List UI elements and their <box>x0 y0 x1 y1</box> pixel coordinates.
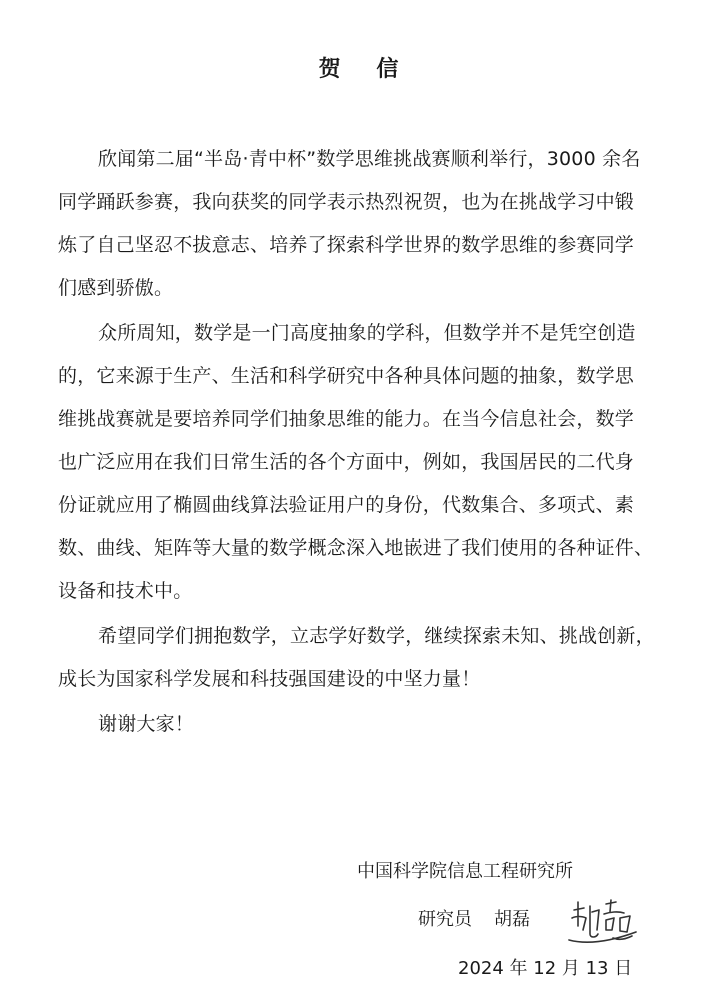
signature-name: 胡磊 <box>494 909 530 930</box>
letter-body <box>58 144 688 752</box>
paragraph-1-line-1: 欣闻第二届“半岛·青中杯”数学思维挑战赛顺利举行，3000 余名 <box>98 148 641 170</box>
paragraph-2-line-7: 设备和技术中。 <box>58 580 193 602</box>
paragraph-3-line-1: 希望同学们拥抱数学，立志学好数学，继续探索未知、挑战创新， <box>98 625 655 647</box>
paragraph-1-line-2: 同学踊跃参赛，我向获奖的同学表示热烈祝贺，也为在挑战学习中锻 <box>58 191 635 213</box>
signature-position: 研究员 <box>418 909 472 930</box>
letter-title: 贺 信 <box>318 57 413 82</box>
signature-organization: 中国科学院信息工程研究所 <box>357 861 573 882</box>
paragraph-2-line-3: 维挑战赛就是要培养同学们抽象思维的能力。在当今信息社会，数学 <box>58 408 635 430</box>
paragraph-1-line-3: 炼了自己坚忍不拔意志、培养了探索科学世界的数学思维的参赛同学 <box>58 234 635 256</box>
signature-date: 2024 年 12 月 13 日 <box>458 958 633 979</box>
paragraph-2-line-6: 数、曲线、矩阵等大量的数学概念深入地嵌进了我们使用的各种证件、 <box>58 537 654 559</box>
paragraph-2-line-1: 众所周知，数学是一门高度抽象的学科，但数学并不是凭空创造 <box>98 322 636 344</box>
signature-person <box>418 906 530 934</box>
paragraph-4-line-1: 谢谢大家！ <box>98 713 195 735</box>
handwritten-signature <box>566 896 642 948</box>
paragraph-3-line-2: 成长为国家科学发展和科技强国建设的中坚力量！ <box>58 668 481 690</box>
paragraph-2-line-4: 也广泛应用在我们日常生活的各个方面中，例如，我国居民的二代身 <box>58 451 635 473</box>
paragraph-2-line-2: 的，它来源于生产、生活和科学研究中各种具体问题的抽象，数学思 <box>58 365 635 387</box>
paragraph-1-line-4: 们感到骄傲。 <box>58 277 174 299</box>
paragraph-2-line-5: 份证就应用了椭圆曲线算法验证用户的身份，代数集合、多项式、素 <box>58 494 635 516</box>
